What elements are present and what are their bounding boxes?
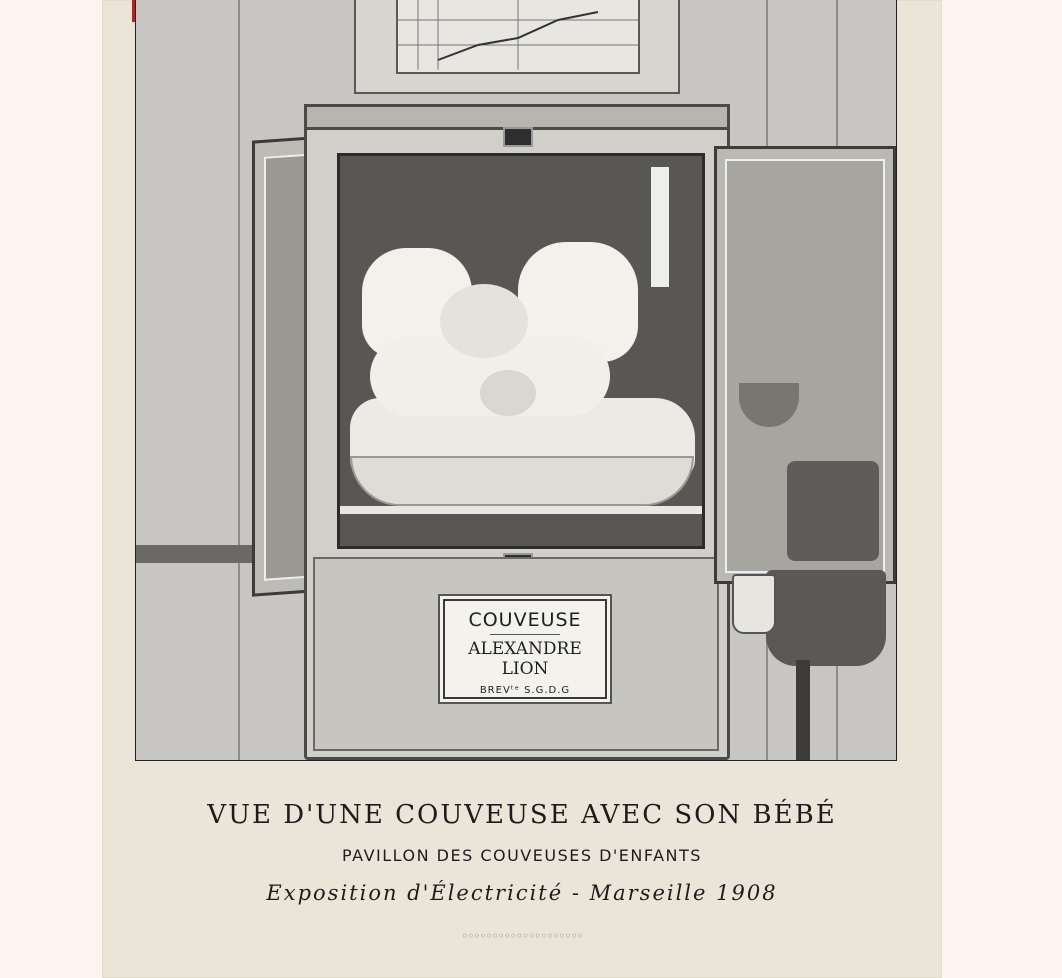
plaque-divider: [490, 634, 560, 635]
weight-chart-graphic: [398, 0, 638, 72]
plaque-line-1: COUVEUSE: [468, 609, 582, 631]
boiler: [766, 570, 886, 666]
weight-chart: [396, 0, 640, 74]
baby-feet: [480, 370, 536, 416]
wall-plank: [238, 0, 240, 760]
thermometer: [650, 166, 670, 288]
chamber-shelf: [340, 506, 702, 514]
basket-mattress: [350, 456, 694, 506]
top-latch: [503, 127, 533, 147]
scale-housing: [354, 0, 680, 94]
lower-panel: [313, 557, 719, 751]
incubator-chamber: [337, 153, 705, 549]
caption-event: Exposition d'Électricité - Marseille 1908: [266, 881, 778, 905]
caption-title: VUE D'UNE COUVEUSE AVEC SON BÉBÉ: [207, 800, 837, 830]
incubator-photo: [135, 0, 897, 761]
incubator-right-door: [714, 146, 896, 584]
incubator-cabinet: [304, 104, 730, 760]
right-door-glass: [725, 159, 885, 573]
water-tap: [732, 574, 776, 634]
caption-subtitle: PAVILLON DES COUVEUSES D'ENFANTS: [342, 846, 702, 865]
water-tank: [787, 461, 879, 561]
plaque-line-3: BREVᵗᵉ S.G.D.G: [479, 685, 571, 696]
postcard: [102, 0, 942, 978]
caption-block: [102, 790, 942, 943]
plaque-line-2: ALEXANDRE LION: [468, 639, 582, 679]
water-cup: [739, 383, 799, 427]
maker-plaque: [443, 599, 607, 699]
baby-head: [440, 284, 528, 358]
caption-ornament: ◦◦◦◦◦◦◦◦◦◦◦◦◦◦◦◦◦◦◦◦: [461, 929, 583, 943]
drain-pipe: [796, 660, 810, 760]
